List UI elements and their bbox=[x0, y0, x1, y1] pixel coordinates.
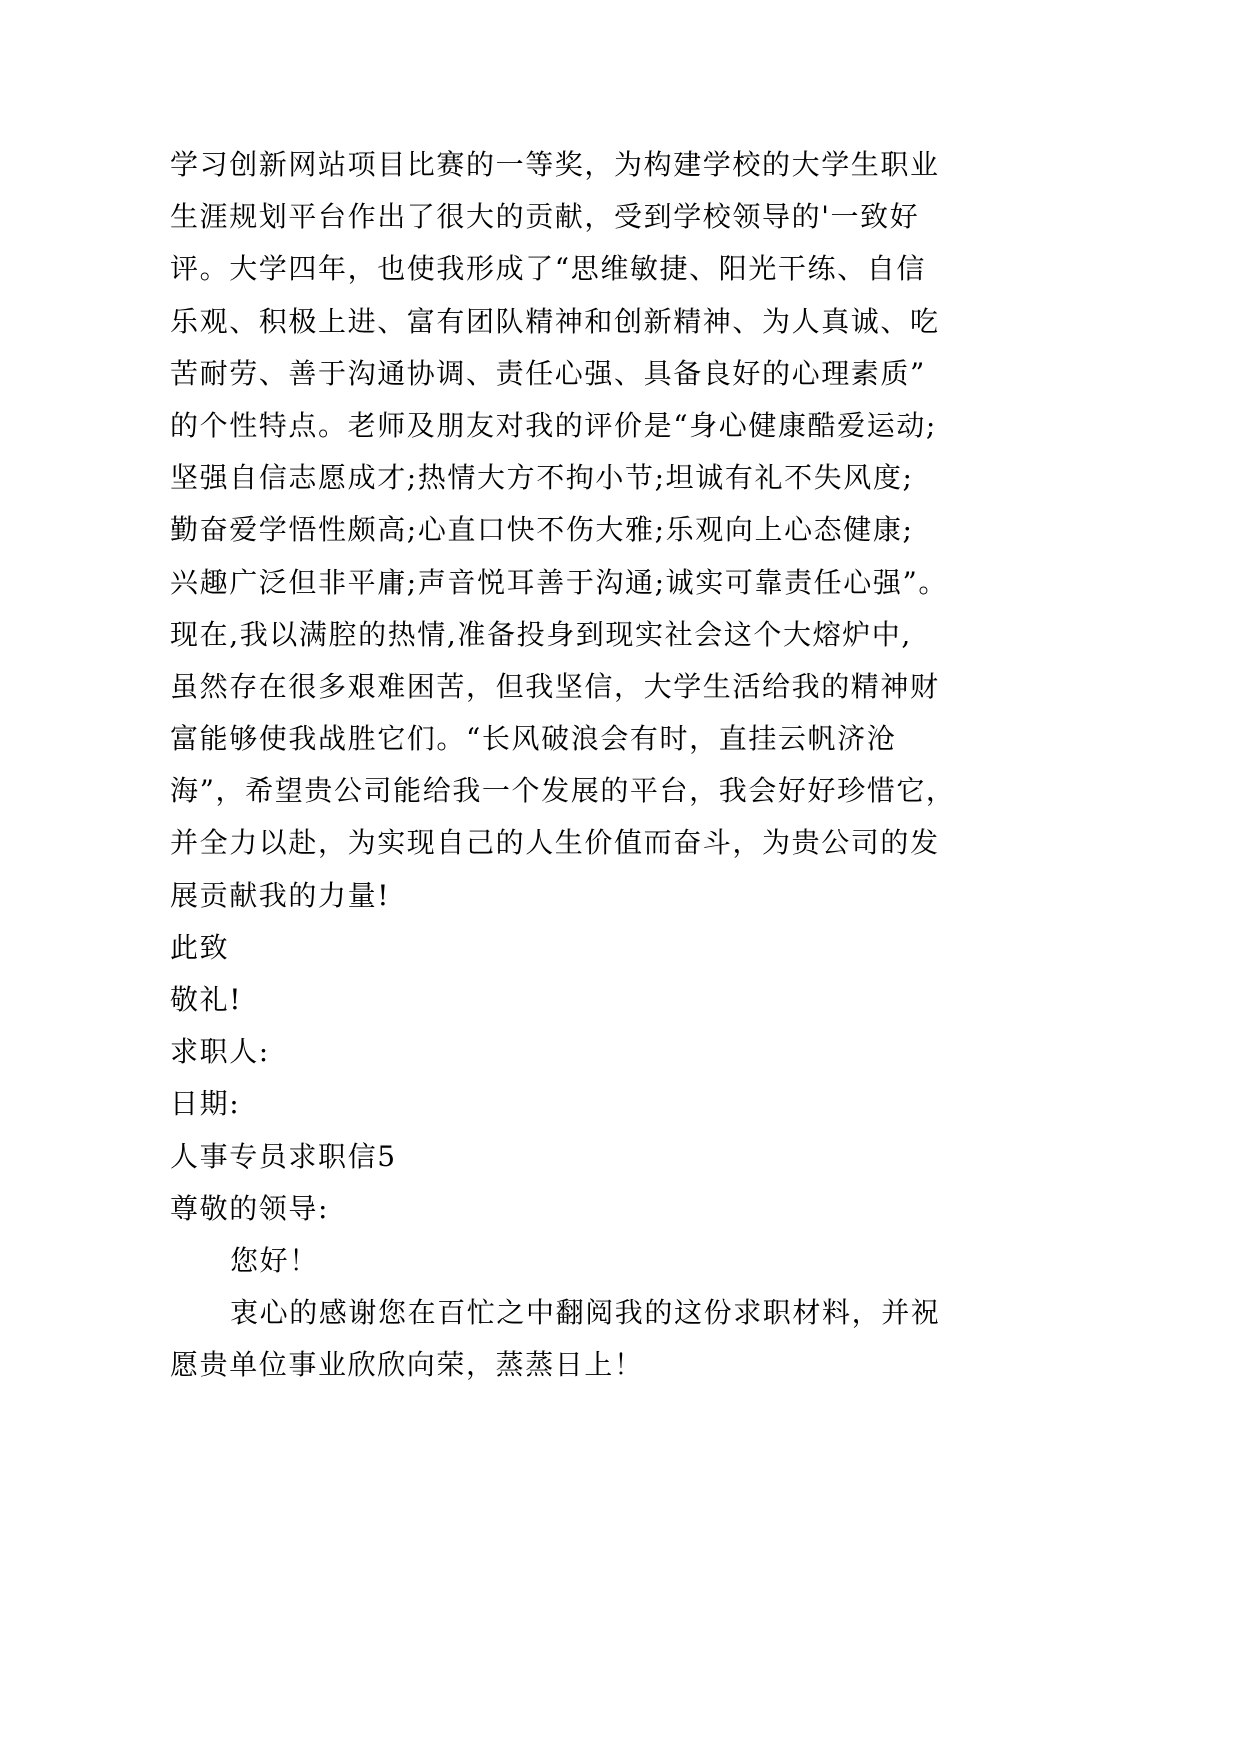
body-text-line: 现在,我以满腔的热情,准备投身到现实社会这个大熔炉中, bbox=[170, 617, 912, 651]
body-text-line: 苦耐劳、善于沟通协调、责任心强、具备良好的心理素质” bbox=[170, 356, 926, 390]
body-text-line: 的个性特点。老师及朋友对我的评价是“身心健康酷爱运动; bbox=[170, 408, 937, 442]
body-text-line: 乐观、积极上进、富有团队精神和创新精神、为人真诚、吃 bbox=[170, 304, 940, 338]
body-text-line: 评。大学四年，也使我形成了“思维敏捷、阳光干练、自信 bbox=[170, 252, 926, 286]
body-text-line: 愿贵单位事业欣欣向荣，蒸蒸日上！ bbox=[170, 1348, 644, 1382]
body-text-line: 并全力以赴，为实现自己的人生价值而奋斗，为贵公司的发 bbox=[170, 826, 940, 860]
salutation: 尊敬的领导: bbox=[170, 1191, 330, 1225]
body-text-line: 富能够使我战胜它们。“长风破浪会有时，直挂云帆济沧 bbox=[170, 722, 897, 756]
greeting: 您好！ bbox=[230, 1243, 319, 1277]
body-text-line: 展贡献我的力量! bbox=[170, 878, 391, 912]
body-text-line: 生涯规划平台作出了很大的贡献，受到学校领导的'一致好 bbox=[170, 200, 920, 234]
closing-line: 此致 bbox=[170, 930, 230, 964]
body-text-line: 虽然存在很多艰难困苦，但我坚信，大学生活给我的精神财 bbox=[170, 669, 940, 703]
signer-label: 求职人: bbox=[170, 1035, 270, 1069]
letter-title: 人事专员求职信5 bbox=[170, 1139, 397, 1173]
document-page bbox=[170, 139, 1070, 1392]
body-text-line: 衷心的感谢您在百忙之中翻阅我的这份求职材料，并祝 bbox=[230, 1296, 941, 1330]
regards-line: 敬礼! bbox=[170, 983, 243, 1016]
body-text-line: 勤奋爱学悟性颇高;心直口快不伤大雅;乐观向上心态健康; bbox=[170, 513, 914, 547]
body-text-line: 坚强自信志愿成才;热情大方不拘小节;坦诚有礼不失风度; bbox=[170, 461, 914, 495]
body-text-line: 海”，希望贵公司能给我一个发展的平台，我会好好珍惜它， bbox=[170, 774, 956, 808]
body-text-line: 学习创新网站项目比赛的一等奖，为构建学校的大学生职业 bbox=[170, 148, 940, 181]
body-text-line: 兴趣广泛但非平庸;声音悦耳善于沟通;诚实可靠责任心强”。 bbox=[170, 565, 948, 599]
date-label: 日期: bbox=[170, 1087, 241, 1121]
